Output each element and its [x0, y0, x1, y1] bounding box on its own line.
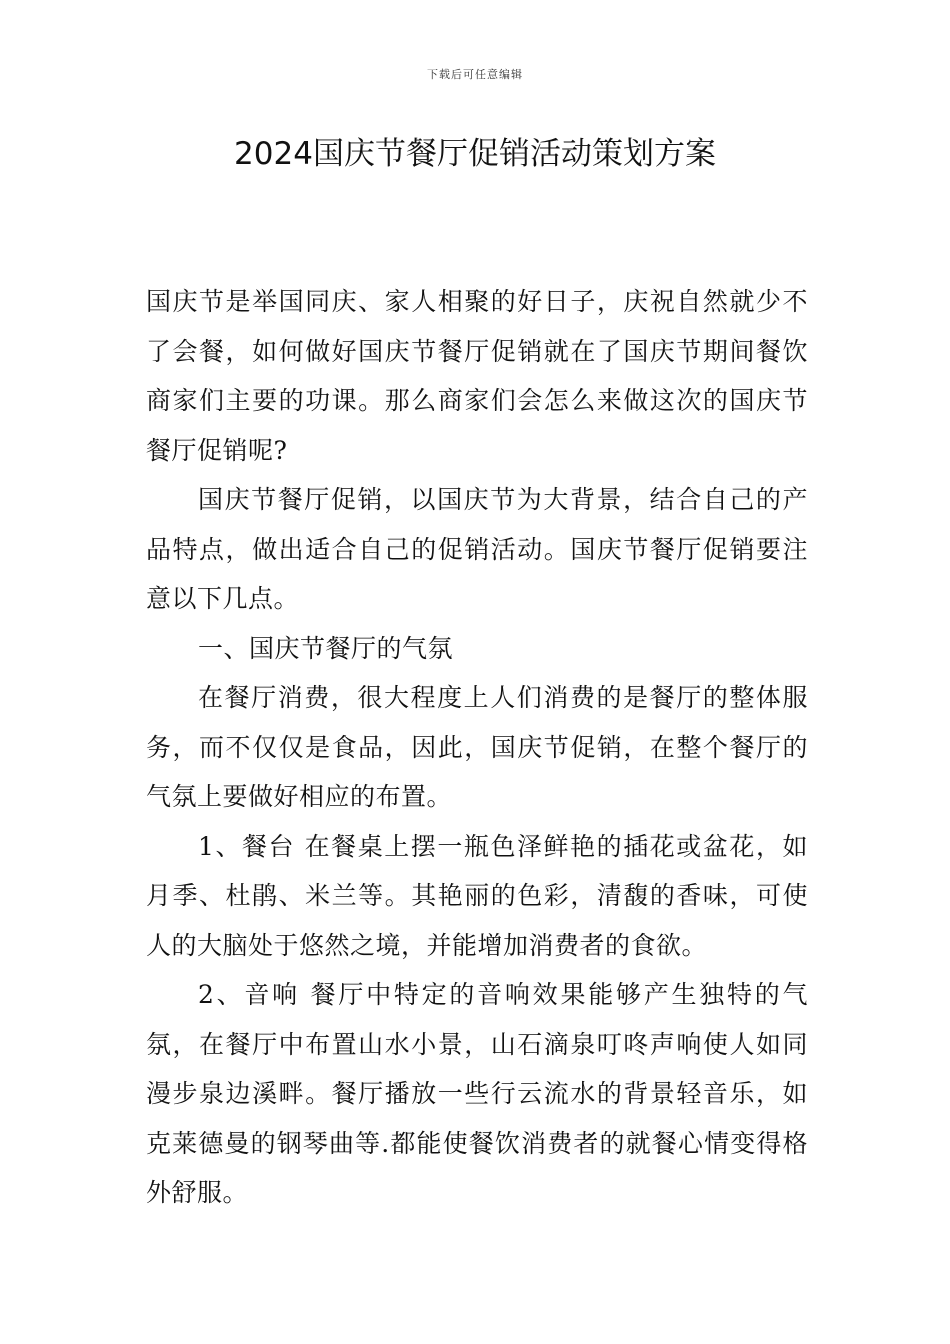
paragraph-atmosphere: 在餐厅消费，很大程度上人们消费的是餐厅的整体服务，而不仅仅是食品，因此，国庆节促销，在整个餐厅的气氛上要做好相应的布置。	[146, 683, 808, 811]
document-title: 2024国庆节餐厅促销活动策划方案	[234, 136, 716, 172]
paragraph-intro: 国庆节是举国同庆、家人相聚的好日子，庆祝自然就少不了会餐，如何做好国庆节餐厅促销就在了国庆节期间餐饮商家们主要的功课。那么商家们会怎么来做这次的国庆节餐厅促销呢?	[146, 287, 808, 465]
section-heading-atmosphere: 一、国庆节餐厅的气氛	[198, 633, 454, 663]
paragraph-overview: 国庆节餐厅促销，以国庆节为大背景，结合自己的产品特点，做出适合自己的促销活动。国庆节餐厅促销要注意以下几点。	[146, 485, 808, 613]
header-note: 下载后可任意编辑	[427, 68, 523, 81]
paragraph-table-decor: 1、餐台 在餐桌上摆一瓶色泽鲜艳的插花或盆花，如月季、杜鹃、米兰等。其艳丽的色彩，清馥的香味，可使人的大脑处于悠然之境，并能增加消费者的食欲。	[146, 831, 808, 960]
paragraph-sound: 2、音响 餐厅中特定的音响效果能够产生独特的气氛，在餐厅中布置山水小景，山石滴泉叮咚声响使人如同漫步泉边溪畔。餐厅播放一些行云流水的背景轻音乐，如克莱德曼的钢琴曲等.都能使餐饮消费者的就餐心情变得格外舒服。	[146, 980, 808, 1207]
document-body	[146, 277, 808, 1218]
